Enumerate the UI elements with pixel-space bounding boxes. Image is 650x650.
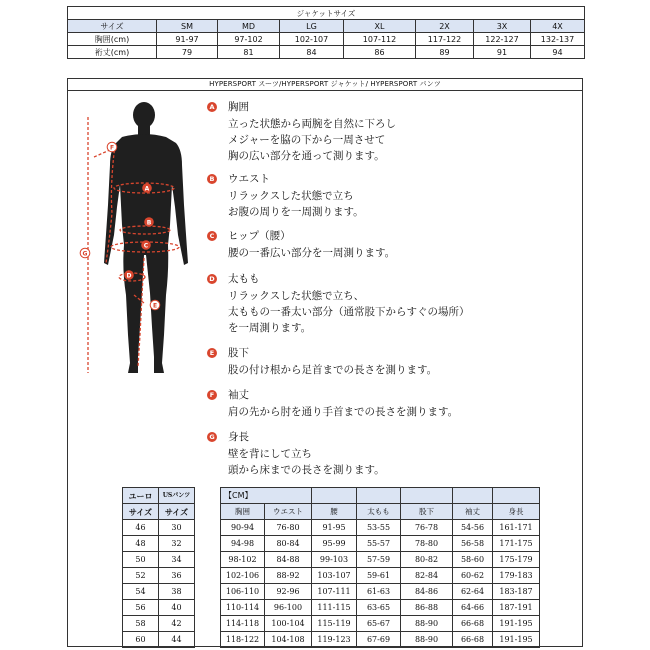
body-silhouette — [72, 95, 222, 395]
table-cell: 106-110 — [221, 584, 265, 600]
us-header: USパンツ — [159, 488, 195, 504]
step-badge: B — [207, 174, 217, 184]
table-cell: 76-80 — [265, 520, 312, 536]
table-cell: 50 — [123, 552, 159, 568]
table-cell: 94 — [531, 46, 585, 59]
svg-text:E: E — [152, 302, 158, 310]
table-cell: 79 — [157, 46, 218, 59]
table-cell: 52 — [123, 568, 159, 584]
step-badge: F — [207, 390, 217, 400]
table-cell: 63-65 — [357, 600, 401, 616]
table-row — [221, 520, 540, 536]
table-cell: 187-191 — [493, 600, 540, 616]
table-row — [221, 552, 540, 568]
table-cell: 84 — [280, 46, 344, 59]
table-cell: 91 — [474, 46, 531, 59]
marker-c — [141, 240, 151, 250]
table-cell: 110-114 — [221, 600, 265, 616]
table-row — [123, 632, 195, 648]
table-cell: 30 — [159, 520, 195, 536]
col-header: 股下 — [401, 504, 453, 520]
table-row — [123, 520, 195, 536]
step-desc: 立った状態から両腕を自然に下ろし メジャーを脇の下から一周させて 胸の広い部分を通って測ります。 — [228, 118, 396, 162]
step-desc: 肩の先から肘を通り手首までの長さを測ります。 — [228, 406, 459, 418]
table-cell: 104-108 — [265, 632, 312, 648]
table-cell: 34 — [159, 552, 195, 568]
step-badge: A — [207, 102, 217, 112]
table-row — [123, 552, 195, 568]
table-cell: 84-88 — [265, 552, 312, 568]
step-badge: E — [207, 348, 217, 358]
size-header: サイズ — [68, 20, 157, 33]
table-cell: 65-67 — [357, 616, 401, 632]
table-row — [68, 46, 585, 59]
cm-table-title: 【CM】 — [221, 488, 312, 504]
col-header: 胸囲 — [221, 504, 265, 520]
table-cell: 161-171 — [493, 520, 540, 536]
step-desc: 壁を背にして立ち 頭から床までの長さを測ります。 — [228, 448, 385, 476]
table-cell: 114-118 — [221, 616, 265, 632]
marker-g — [80, 248, 90, 258]
step-desc: リラックスした状態で立ち、 太ももの一番太い部分（通常股下からすぐの場所） を一周測ります。 — [228, 290, 470, 334]
size-col: 4X — [531, 20, 585, 33]
table-cell: 48 — [123, 536, 159, 552]
table-cell: 56-58 — [453, 536, 493, 552]
table-cell: 32 — [159, 536, 195, 552]
table-cell: 55-57 — [357, 536, 401, 552]
table-cell: 42 — [159, 616, 195, 632]
step-name: 身長 — [228, 431, 249, 443]
svg-text:B: B — [146, 219, 152, 227]
row-label: 裄丈(cm) — [68, 46, 157, 59]
step-name: 太もも — [228, 273, 260, 285]
table-cell: 82-84 — [401, 568, 453, 584]
table-row — [221, 632, 540, 648]
size-header: サイズ — [159, 504, 195, 520]
row-label: 胸囲(cm) — [68, 33, 157, 46]
step-name: 股下 — [228, 347, 249, 359]
table-cell: 62-64 — [453, 584, 493, 600]
table-cell: 76-78 — [401, 520, 453, 536]
size-col: 2X — [416, 20, 474, 33]
table-cell: 44 — [159, 632, 195, 648]
table-cell: 107-111 — [312, 584, 357, 600]
table-cell: 88-92 — [265, 568, 312, 584]
size-header: サイズ — [123, 504, 159, 520]
silhouette-body — [104, 102, 188, 373]
col-header: 太もも — [357, 504, 401, 520]
marker-e — [150, 300, 160, 310]
table-cell: 115-119 — [312, 616, 357, 632]
table-cell: 80-82 — [401, 552, 453, 568]
size-col: XL — [344, 20, 416, 33]
svg-text:G: G — [82, 250, 88, 258]
table-cell: 54-56 — [453, 520, 493, 536]
table-cell: 183-187 — [493, 584, 540, 600]
step-desc: 股の付け根から足首までの長さを測ります。 — [228, 364, 438, 376]
size-col: 3X — [474, 20, 531, 33]
table-row — [221, 600, 540, 616]
table-cell: 107-112 — [344, 33, 416, 46]
table-row — [221, 584, 540, 600]
table-cell: 119-123 — [312, 632, 357, 648]
table-cell: 97-102 — [218, 33, 280, 46]
table-cell: 191-195 — [493, 616, 540, 632]
table-cell: 56 — [123, 600, 159, 616]
table-cell: 80-84 — [265, 536, 312, 552]
svg-text:C: C — [143, 242, 149, 250]
table-cell: 67-69 — [357, 632, 401, 648]
step-name: ヒップ（腰） — [228, 230, 291, 242]
table-cell: 98-102 — [221, 552, 265, 568]
table-cell: 86-88 — [401, 600, 453, 616]
table-cell: 88-90 — [401, 616, 453, 632]
step-desc: 腰の一番広い部分を一周測ります。 — [228, 247, 396, 259]
table-cell: 60-62 — [453, 568, 493, 584]
table-cell: 84-86 — [401, 584, 453, 600]
table-cell: 53-55 — [357, 520, 401, 536]
table-cell: 90-94 — [221, 520, 265, 536]
table-cell: 94-98 — [221, 536, 265, 552]
table-row — [123, 568, 195, 584]
table-cell: 122-127 — [474, 33, 531, 46]
cm-measurement-table — [220, 487, 540, 648]
table-cell: 38 — [159, 584, 195, 600]
table-cell: 88-90 — [401, 632, 453, 648]
table-row — [123, 584, 195, 600]
table-cell: 64-66 — [453, 600, 493, 616]
table-cell: 99-103 — [312, 552, 357, 568]
table-cell: 132-137 — [531, 33, 585, 46]
table-cell: 102-106 — [221, 568, 265, 584]
table-cell: 95-99 — [312, 536, 357, 552]
table-cell: 66-68 — [453, 616, 493, 632]
size-col: SM — [157, 20, 218, 33]
col-header: 身長 — [493, 504, 540, 520]
col-header: ウエスト — [265, 504, 312, 520]
table-cell: 58 — [123, 616, 159, 632]
euro-header: ユーロ — [123, 488, 159, 504]
table-cell: 89 — [416, 46, 474, 59]
step-name: 袖丈 — [228, 389, 249, 401]
table-cell: 81 — [218, 46, 280, 59]
table-row — [123, 536, 195, 552]
table-cell: 102-107 — [280, 33, 344, 46]
size-col: MD — [218, 20, 280, 33]
table-cell: 66-68 — [453, 632, 493, 648]
table-cell: 46 — [123, 520, 159, 536]
table-cell: 91-95 — [312, 520, 357, 536]
svg-text:D: D — [126, 272, 132, 280]
table-row — [221, 536, 540, 552]
jacket-table-title: ジャケットサイズ — [68, 7, 585, 20]
table-row — [123, 600, 195, 616]
table-cell: 111-115 — [312, 600, 357, 616]
table-cell: 92-96 — [265, 584, 312, 600]
table-cell: 96-100 — [265, 600, 312, 616]
table-cell: 91-97 — [157, 33, 218, 46]
table-cell: 171-175 — [493, 536, 540, 552]
table-cell: 103-107 — [312, 568, 357, 584]
table-cell: 54 — [123, 584, 159, 600]
table-cell: 59-61 — [357, 568, 401, 584]
table-cell: 78-80 — [401, 536, 453, 552]
table-cell: 175-179 — [493, 552, 540, 568]
table-row — [123, 616, 195, 632]
jacket-size-table — [67, 6, 585, 59]
table-cell: 57-59 — [357, 552, 401, 568]
table-row — [221, 568, 540, 584]
col-header: 腰 — [312, 504, 357, 520]
table-cell: 40 — [159, 600, 195, 616]
table-row — [221, 616, 540, 632]
euro-us-size-table — [122, 487, 195, 648]
col-header: 袖丈 — [453, 504, 493, 520]
marker-b — [144, 217, 154, 227]
table-cell: 36 — [159, 568, 195, 584]
marker-a — [142, 183, 152, 193]
step-name: 胸囲 — [228, 101, 249, 113]
table-cell: 58-60 — [453, 552, 493, 568]
step-badge: D — [207, 274, 217, 284]
table-cell: 118-122 — [221, 632, 265, 648]
table-cell: 179-183 — [493, 568, 540, 584]
size-col: LG — [280, 20, 344, 33]
table-cell: 117-122 — [416, 33, 474, 46]
table-cell: 191-195 — [493, 632, 540, 648]
svg-text:A: A — [144, 185, 150, 193]
table-cell: 61-63 — [357, 584, 401, 600]
guide-title: HYPERSPORT スーツ/HYPERSPORT ジャケット/ HYPERSPORT パンツ — [68, 79, 582, 91]
step-name: ウエスト — [228, 173, 270, 185]
table-cell: 86 — [344, 46, 416, 59]
svg-text:F: F — [109, 144, 115, 152]
step-badge: C — [207, 231, 217, 241]
table-cell: 100-104 — [265, 616, 312, 632]
marker-f — [107, 142, 117, 152]
marker-d — [124, 270, 134, 280]
table-cell: 60 — [123, 632, 159, 648]
step-desc: リラックスした状態で立ち お腹の周りを一周測ります。 — [228, 190, 364, 218]
table-row — [68, 33, 585, 46]
step-badge: G — [207, 432, 217, 442]
